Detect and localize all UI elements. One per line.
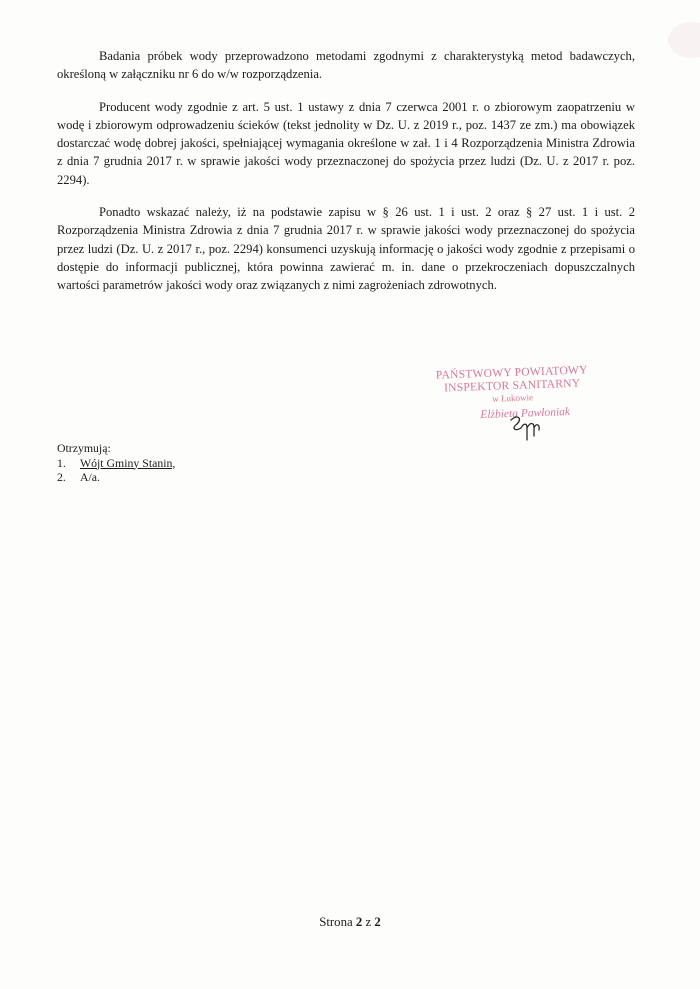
scan-smudge — [668, 22, 700, 58]
list-item-text: Wójt Gminy Stanin, — [80, 455, 176, 470]
footer-page-number: 2 — [355, 915, 363, 929]
list-item-number: 2. — [57, 470, 66, 484]
stamp-line-2: INSPEKTOR SANITARNY — [443, 376, 581, 395]
stamp-name: Elżbieta Pawłoniak — [480, 406, 571, 422]
paragraph-producer-obligation: Producent wody zgodnie z art. 5 ust. 1 ustawy z dnia 7 czerwca 2001 r. o zbiorowym zaopatrzeniu w wodę i zbiorowym odprowadzeniu ścieków (tekst jednolity w Dz. U. z 2019 r., poz. 1437 ze zm.) ma obowiązek dostarczać wodę dobrej jakości, spełniającej wymagania określone w zał. 1 i 4 Rozporządzenia Ministra Zdrowia z dnia 7 grudnia 2017 r. w sprawie jakości wody przeznaczonej do spożycia przez ludzi (Dz. U. z 2017 r. poz. 2294). — [57, 99, 635, 187]
paragraph-consumer-information: Ponadto wskazać należy, iż na podstawie zapisu w § 26 ust. 1 i ust. 2 oraz § 27 ust. 1 i ust. 2 Rozporządzenia Ministra Zdrowia z dnia 7 grudnia 2017 r. w sprawie jakości wody przeznaczonej do spożycia przez ludzi (Dz. U. z 2017 r., poz. 2294) konsumenci uzyskują informację o jakości wody zgodnie z przepisami o dostępie do informacji publicznej, która powinna zawierać m. in. dane o przekroczeniach dopuszczalnych wartości parametrów jakości wody oraz związanych z nimi zagrożeniach zdrowotnych. — [57, 205, 635, 293]
stamp-line-1: PAŃSTWOWY POWIATOWY — [435, 363, 588, 382]
recipients-block — [57, 441, 175, 485]
recipients-list — [57, 456, 175, 485]
page-footer — [0, 915, 700, 930]
stamp-line-3: w Łukowie — [492, 392, 534, 404]
footer-prefix: Strona — [319, 915, 353, 929]
list-item — [57, 456, 175, 471]
handwritten-signature-icon — [503, 410, 543, 450]
list-item-text: A/a. — [80, 470, 100, 484]
footer-page-total: 2 — [374, 915, 381, 929]
body-text — [57, 47, 635, 309]
list-item — [57, 470, 175, 485]
recipients-heading: Otrzymują: — [57, 441, 111, 455]
paragraph-methods: Badania próbek wody przeprowadzono metodami zgodnymi z charakterystyką metod badawczych, określoną w załączniku nr 6 do w/w rozporządzenia. — [57, 49, 635, 82]
footer-separator: z — [365, 915, 372, 929]
list-item-number: 1. — [57, 455, 66, 470]
